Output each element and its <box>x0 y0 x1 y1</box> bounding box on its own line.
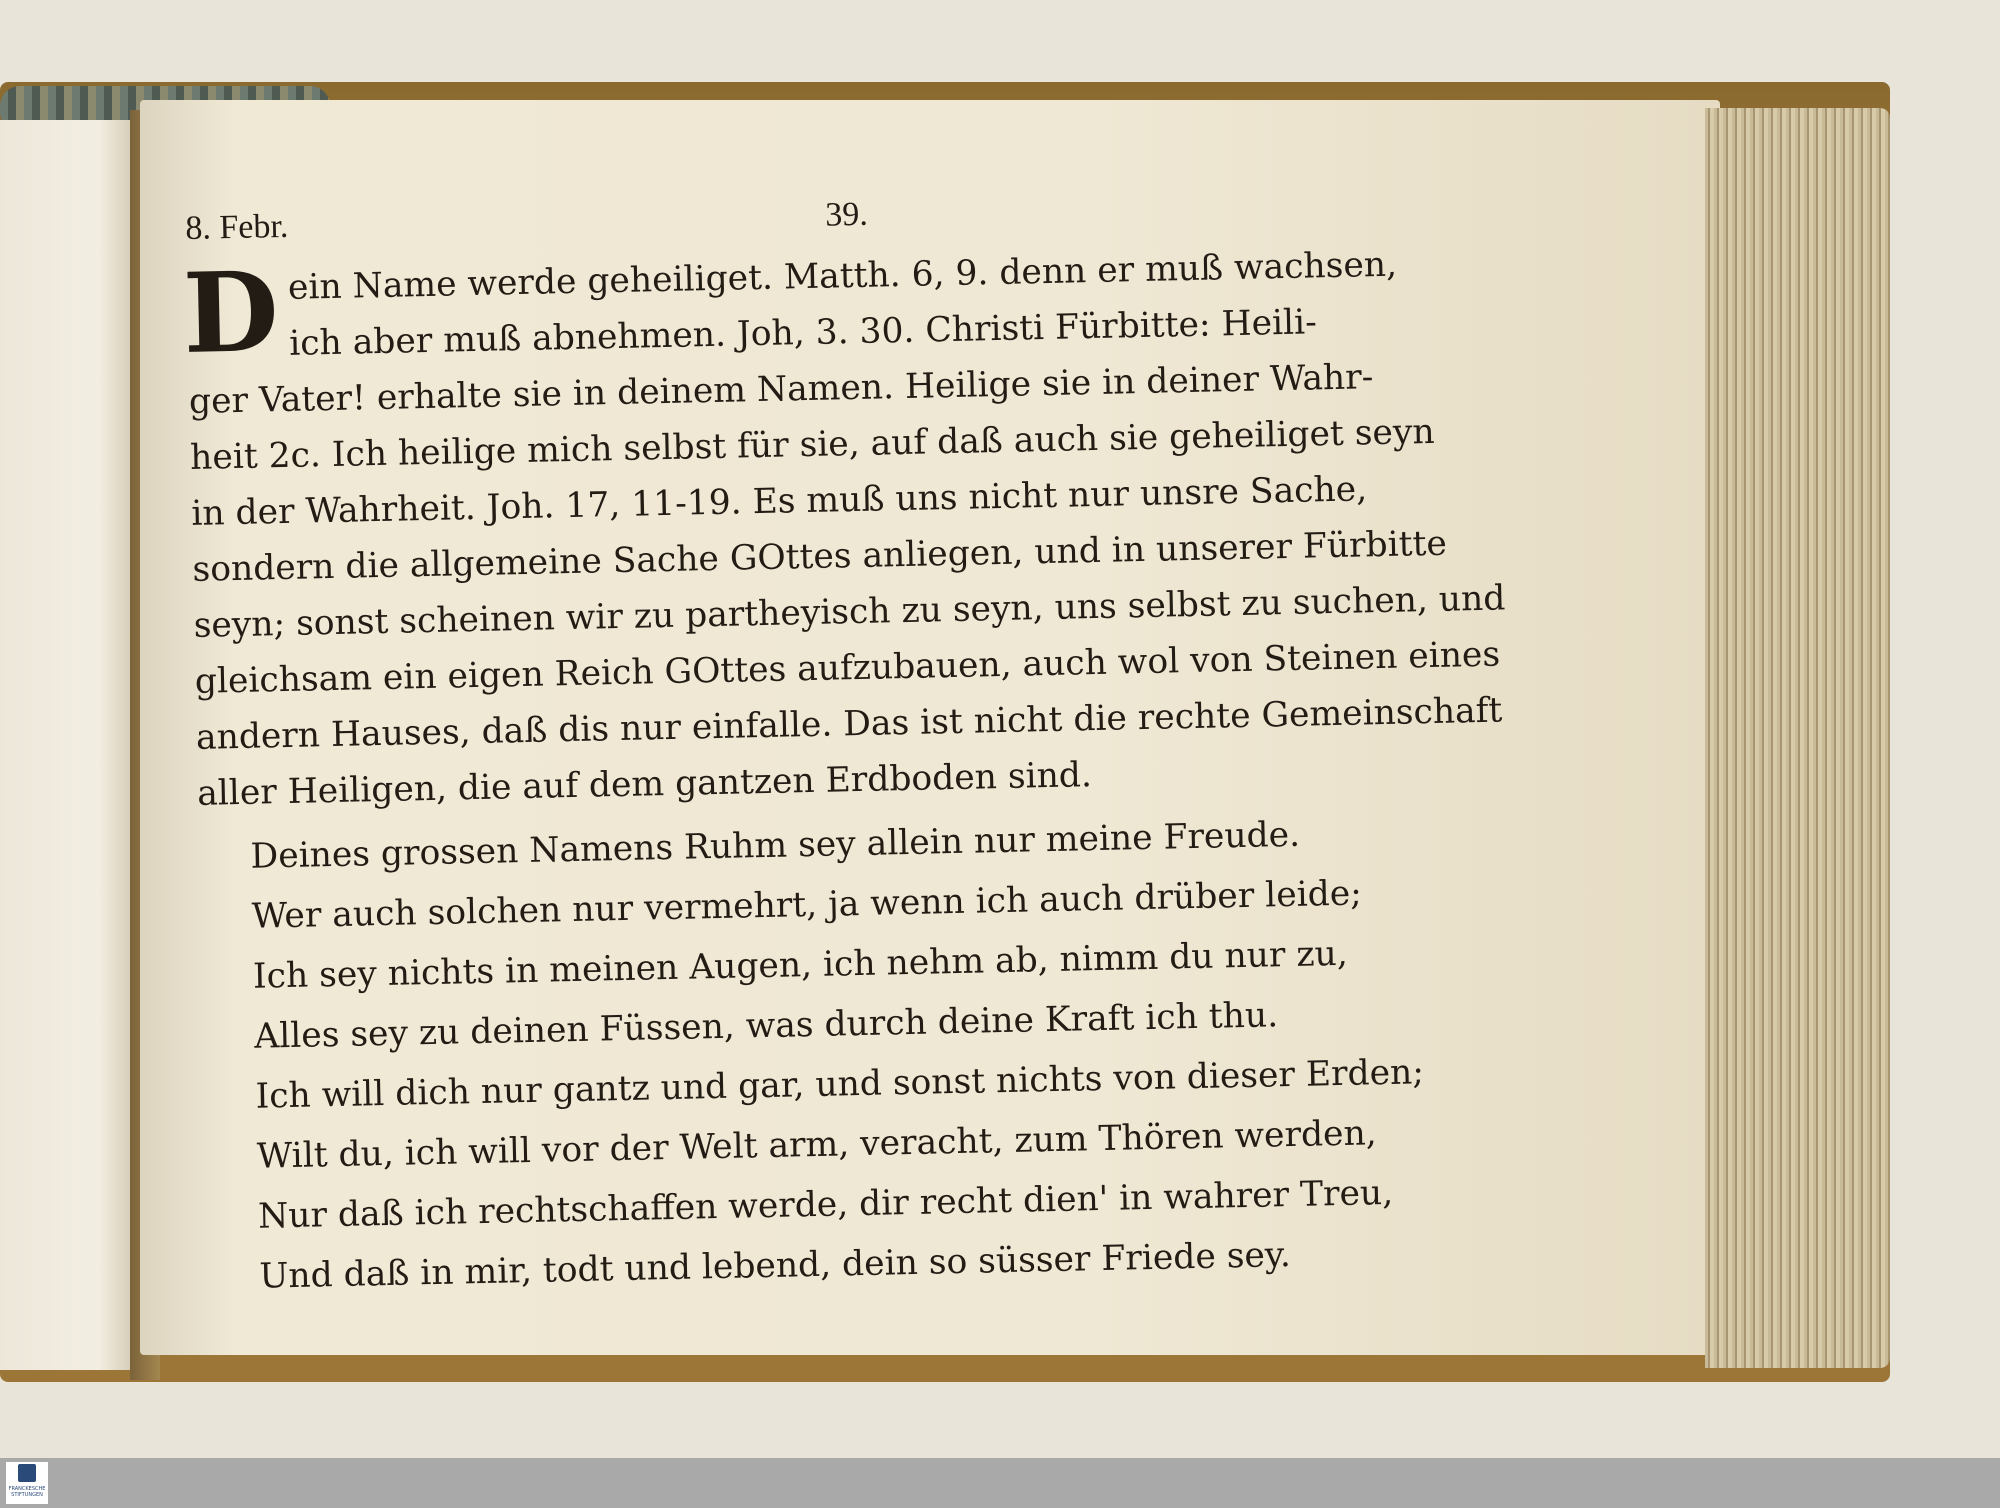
verse-line: Ich will dich nur gantz und gar, und sonst nichts von dieser Erden; <box>255 1052 1425 1117</box>
drop-cap: D <box>181 247 280 379</box>
logo-icon <box>18 1464 36 1482</box>
prose-line: heit 2c. Ich heilige mich selbst für sie, auf daß auch sie geheiliget seyn <box>189 411 1435 478</box>
left-page <box>0 120 140 1370</box>
verse-line: Wer auch solchen nur vermehrt, ja wenn ich auch drüber leide; <box>251 873 1363 937</box>
page-number: 39. <box>824 195 869 234</box>
page-edges <box>1705 108 1890 1368</box>
prose-line: ich aber muß abnehmen. Joh, 3. 30. Christi Fürbitte: Heili- <box>288 302 1318 364</box>
prose-line: seyn; sonst scheinen wir zu partheyisch zu seyn, uns selbst zu suchen, und <box>193 578 1506 646</box>
verse-block <box>198 798 1618 1307</box>
prose-line: ger Vater! erhalte sie in deinem Namen. Heilige sie in deiner Wahr- <box>188 357 1374 422</box>
prose-line: aller Heiligen, die auf dem gantzen Erdboden sind. <box>196 755 1093 814</box>
prose-line: andern Hauses, daß dis nur einfalle. Das ist nicht die rechte Gemeinschaft <box>195 690 1503 758</box>
verse-line: Alles sey zu deinen Füssen, was durch deine Kraft ich thu. <box>253 995 1279 1057</box>
verse-line: Und daß in mir, todt und lebend, dein so süsser Friede sey. <box>258 1235 1292 1297</box>
prose-line: sondern die allgemeine Sache GOttes anliegen, und in unserer Fürbitte <box>192 523 1448 590</box>
institution-logo[interactable] <box>6 1462 48 1504</box>
prose-line: in der Wahrheit. Joh. 17, 11-19. Es muß uns nicht nur unsre Sache, <box>190 469 1368 534</box>
verse-line: Wilt du, ich will vor der Welt arm, veracht, zum Thören werden, <box>256 1113 1378 1177</box>
page-text <box>181 180 1618 1307</box>
prose-line: ein Name werde geheiliget. Matth. 6, 9. denn er muß wachsen, <box>287 244 1398 308</box>
logo-text: FRANCKESCHE STIFTUNGEN <box>8 1486 46 1498</box>
prose-line: gleichsam ein eigen Reich GOttes aufzubauen, auch wol von Steinen eines <box>194 634 1501 702</box>
viewer-footer-bar <box>0 1458 2000 1508</box>
page-date: 8. Febr. <box>185 207 289 247</box>
verse-line: Deines grossen Namens Ruhm sey allein nur meine Freude. <box>250 814 1301 877</box>
verse-line: Ich sey nichts in meinen Augen, ich nehm ab, nimm du nur zu, <box>252 933 1349 997</box>
verse-line: Nur daß ich rechtschaffen werde, dir recht dien' in wahrer Treu, <box>257 1172 1394 1237</box>
prose-block <box>181 232 1607 821</box>
